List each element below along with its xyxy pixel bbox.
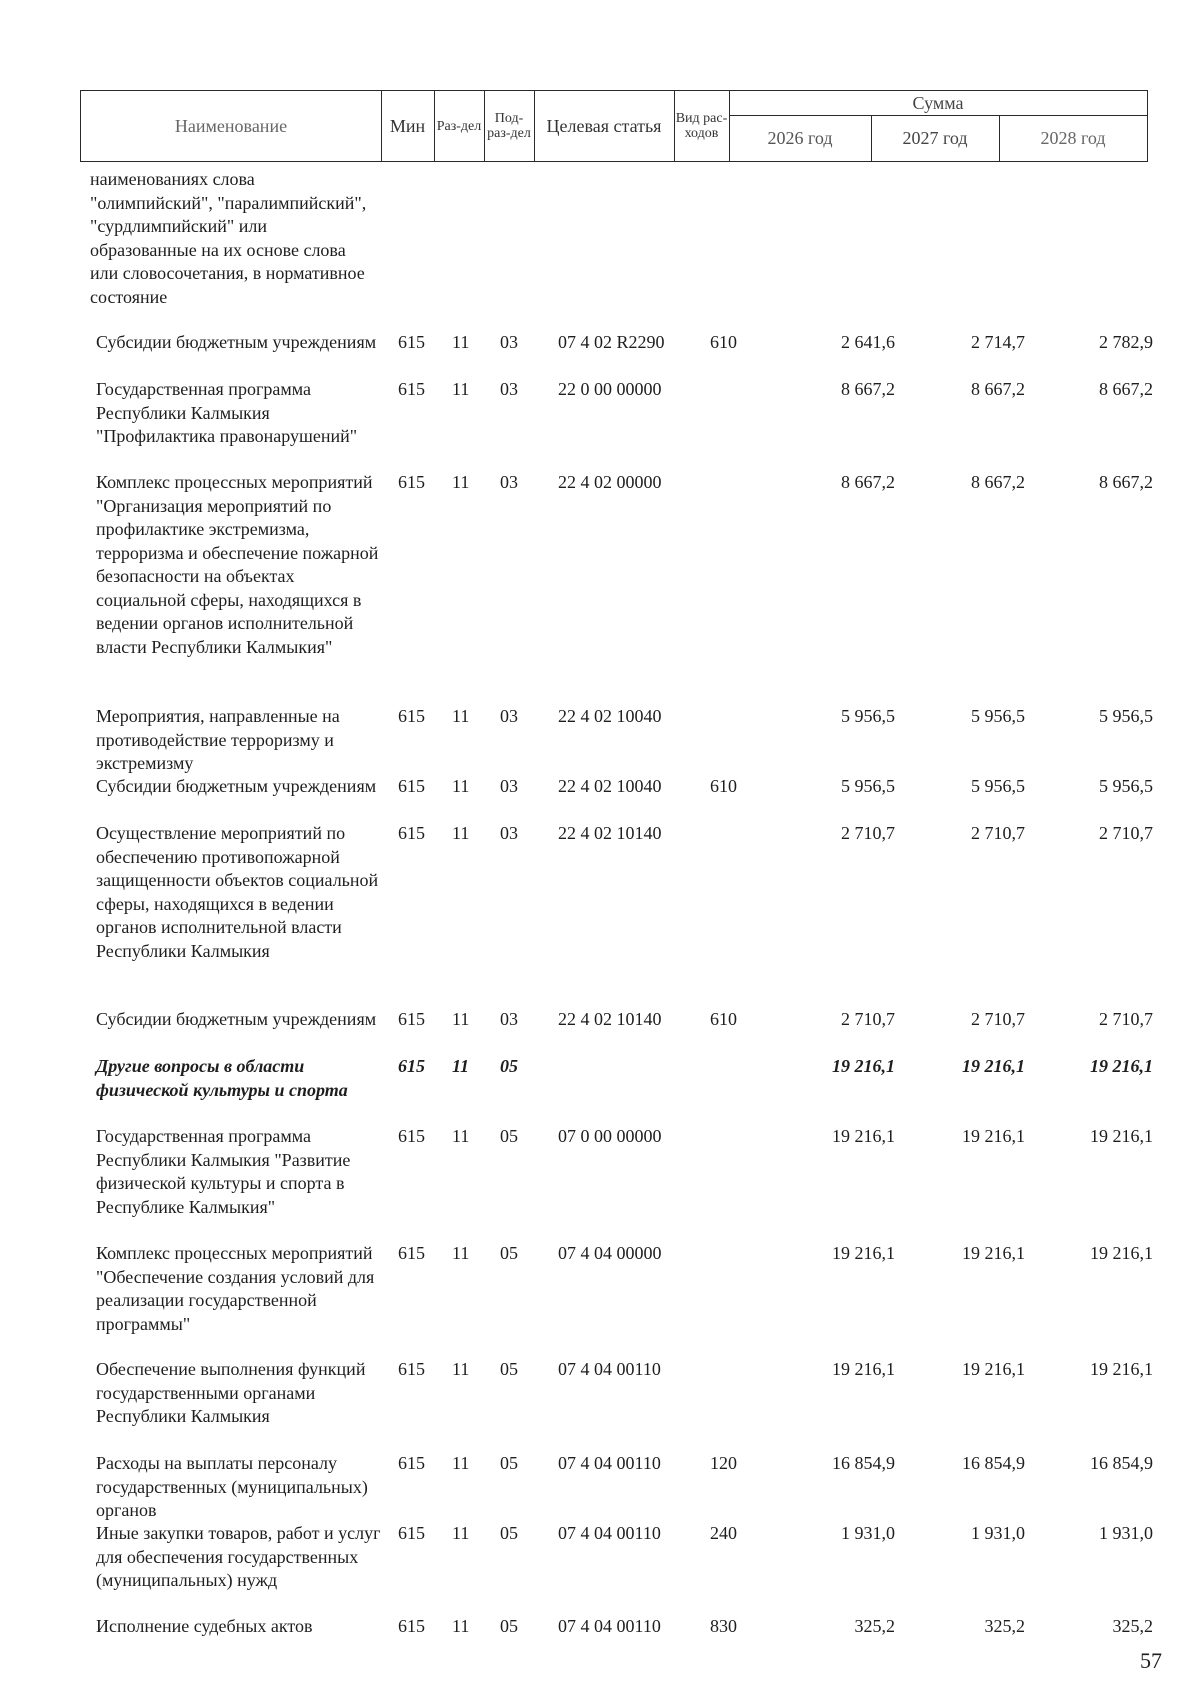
row-c-razd: 11	[452, 823, 470, 843]
row-c-cs: 22 0 00 00000	[558, 379, 662, 399]
row-c-y1: 19 216,1	[832, 1359, 895, 1379]
row-c-razd: 11	[452, 379, 470, 399]
row-c-razd: 11	[452, 1009, 470, 1029]
row-c-razd: 11	[452, 1243, 470, 1263]
row-c-min: 615	[398, 1523, 425, 1543]
row-c-pod: 03	[500, 1009, 518, 1029]
row-c-cs: 22 4 02 10040	[558, 706, 662, 726]
row-c-cs: 22 4 02 10140	[558, 1009, 662, 1029]
row-c-y3: 2 782,9	[1099, 332, 1153, 352]
row-c-y1: 5 956,5	[841, 706, 895, 726]
row-c-pod: 05	[500, 1243, 518, 1263]
row-name: Комплекс процессных мероприятий "Организация мероприятий по профилактике экстремизма, терроризма и обеспечение пожарной безопасности на объектах социальной сферы, находящихся в ведении органов исполнительной власти Республики Калмыкия"	[96, 472, 379, 657]
row-c-pod: 03	[500, 823, 518, 843]
row-c-pod: 03	[500, 379, 518, 399]
row-c-min: 615	[398, 1126, 425, 1146]
row-c-cs: 22 4 02 10040	[558, 776, 662, 796]
row-c-y2: 19 216,1	[962, 1243, 1025, 1263]
row-c-y1: 16 854,9	[832, 1453, 895, 1473]
row-c-pod: 03	[500, 776, 518, 796]
row-c-pod: 03	[500, 472, 518, 492]
row-c-y2: 325,2	[984, 1616, 1025, 1636]
header-name: Наименование	[174, 116, 288, 136]
row-c-y1: 2 710,7	[841, 1009, 895, 1029]
row-c-y2: 2 714,7	[971, 332, 1025, 352]
row-c-pod: 05	[500, 1126, 518, 1146]
row-name: Обеспечение выполнения функций государственными органами Республики Калмыкия	[96, 1359, 366, 1426]
row-c-pod: 05	[500, 1359, 518, 1379]
row-c-razd: 11	[452, 1453, 470, 1473]
row-c-cs: 07 4 04 00110	[558, 1359, 661, 1379]
row-c-razd: 11	[452, 1523, 470, 1543]
row-c-y1: 19 216,1	[832, 1126, 895, 1146]
row-c-razd: 11	[452, 1359, 470, 1379]
row-c-y3: 19 216,1	[1090, 1359, 1153, 1379]
row-c-y3: 5 956,5	[1099, 706, 1153, 726]
header-min: Мин	[389, 116, 426, 136]
row-c-y1: 5 956,5	[841, 776, 895, 796]
row-name: Мероприятия, направленные на противодействие терроризму и экстремизму	[96, 706, 340, 773]
row-c-razd: 11	[452, 332, 470, 352]
row-c-razd: 11	[452, 706, 470, 726]
row-c-cs: 07 0 00 00000	[558, 1126, 662, 1146]
row-c-min: 615	[398, 1009, 425, 1029]
row-c-pod: 03	[500, 332, 518, 352]
row-c-y2: 19 216,1	[962, 1359, 1025, 1379]
row-c-razd: 11	[452, 1056, 470, 1076]
row-c-razd: 11	[452, 472, 470, 492]
row-c-cs: 22 4 02 00000	[558, 472, 662, 492]
table-header	[80, 90, 1148, 162]
header-year-2027: 2027 год	[902, 128, 968, 148]
row-c-y3: 19 216,1	[1090, 1126, 1153, 1146]
row-c-min: 615	[398, 379, 425, 399]
row-c-cs: 07 4 04 00110	[558, 1523, 661, 1543]
row-c-y1: 19 216,1	[832, 1056, 895, 1076]
row-name: Государственная программа Республики Калмыкия "Развитие физической культуры и спорта в Республике Калмыкия"	[96, 1126, 351, 1217]
row-c-vid: 610	[710, 332, 737, 352]
row-c-min: 615	[398, 1056, 425, 1076]
row-c-pod: 05	[500, 1616, 518, 1636]
row-c-min: 615	[398, 1359, 425, 1379]
header-summa: Сумма	[912, 93, 964, 113]
row-c-cs: 22 4 02 10140	[558, 823, 662, 843]
header-celevaya: Целевая статья	[546, 116, 662, 136]
row-c-pod: 05	[500, 1523, 518, 1543]
row-c-vid: 610	[710, 776, 737, 796]
row-c-y2: 19 216,1	[962, 1056, 1025, 1076]
header-year-2026: 2026 год	[767, 128, 833, 148]
row-name: Субсидии бюджетным учреждениям	[96, 1009, 377, 1029]
row-c-pod: 05	[500, 1056, 518, 1076]
row-c-min: 615	[398, 1453, 425, 1473]
header-year-2028: 2028 год	[1040, 128, 1106, 148]
row-c-y1: 8 667,2	[841, 472, 895, 492]
row-name: Субсидии бюджетным учреждениям	[96, 776, 377, 796]
row-name: Другие вопросы в области физической культуры и спорта	[96, 1056, 348, 1100]
row-c-y3: 1 931,0	[1099, 1523, 1153, 1543]
row-c-vid: 610	[710, 1009, 737, 1029]
row-c-y3: 5 956,5	[1099, 776, 1153, 796]
header-razdel: Раз-дел	[436, 118, 482, 134]
page-number: 57	[1140, 1648, 1162, 1673]
row-c-y2: 19 216,1	[962, 1126, 1025, 1146]
row-c-y1: 2 710,7	[841, 823, 895, 843]
row-c-y3: 19 216,1	[1090, 1056, 1153, 1076]
row-c-y3: 325,2	[1112, 1616, 1153, 1636]
row-c-min: 615	[398, 1243, 425, 1263]
row-c-min: 615	[398, 472, 425, 492]
row-c-min: 615	[398, 332, 425, 352]
row-c-y2: 16 854,9	[962, 1453, 1025, 1473]
row-c-y3: 2 710,7	[1099, 1009, 1153, 1029]
row-c-y1: 1 931,0	[841, 1523, 895, 1543]
row-c-vid: 120	[710, 1453, 737, 1473]
row-c-y3: 8 667,2	[1099, 379, 1153, 399]
row-c-pod: 05	[500, 1453, 518, 1473]
row-c-y2: 2 710,7	[971, 1009, 1025, 1029]
row-c-y3: 19 216,1	[1090, 1243, 1153, 1263]
row-c-vid: 240	[710, 1523, 737, 1543]
row-c-y2: 8 667,2	[971, 379, 1025, 399]
row-c-cs: 07 4 04 00110	[558, 1453, 661, 1473]
header-vid: Вид рас-ходов	[675, 111, 728, 141]
header-podrazdel: Под-раз-дел	[487, 111, 531, 141]
row-c-y1: 8 667,2	[841, 379, 895, 399]
row-c-y2: 5 956,5	[971, 706, 1025, 726]
row-c-pod: 03	[500, 706, 518, 726]
row-name: Комплекс процессных мероприятий "Обеспечение создания условий для реализации государственной программы"	[96, 1243, 375, 1334]
row-name: Государственная программа Республики Калмыкия "Профилактика правонарушений"	[96, 379, 358, 446]
row-name: Субсидии бюджетным учреждениям	[96, 332, 377, 352]
row-name: Расходы на выплаты персоналу государственных (муниципальных) органов	[96, 1453, 368, 1520]
row-c-cs: 07 4 04 00000	[558, 1243, 662, 1263]
row-c-y3: 8 667,2	[1099, 472, 1153, 492]
row-c-y2: 5 956,5	[971, 776, 1025, 796]
row-name: Иные закупки товаров, работ и услуг для обеспечения государственных (муниципальных) нужд	[96, 1523, 381, 1590]
row-c-y2: 8 667,2	[971, 472, 1025, 492]
row-c-y1: 325,2	[854, 1616, 895, 1636]
row-c-min: 615	[398, 823, 425, 843]
row-c-min: 615	[398, 1616, 425, 1636]
row-c-y2: 2 710,7	[971, 823, 1025, 843]
row-c-cs: 07 4 04 00110	[558, 1616, 661, 1636]
row-c-y1: 2 641,6	[841, 332, 895, 352]
row-c-y3: 2 710,7	[1099, 823, 1153, 843]
row-name: Исполнение судебных актов	[96, 1616, 313, 1636]
row-c-cs: 07 4 02 R2290	[558, 332, 665, 352]
row-c-min: 615	[398, 776, 425, 796]
row-c-y2: 1 931,0	[971, 1523, 1025, 1543]
row-c-razd: 11	[452, 1126, 470, 1146]
row-c-y3: 16 854,9	[1090, 1453, 1153, 1473]
row-name: Осуществление мероприятий по обеспечению противопожарной защищенности объектов социальной сферы, находящихся в ведении органов исполнительной власти Республики Калмыкия	[96, 823, 379, 961]
row-c-vid: 830	[710, 1616, 737, 1636]
row-c-razd: 11	[452, 776, 470, 796]
row-c-razd: 11	[452, 1616, 470, 1636]
row-c-y1: 19 216,1	[832, 1243, 895, 1263]
row-c-min: 615	[398, 706, 425, 726]
continuation-text: наименованиях слова "олимпийский", "паралимпийский", "сурдлимпийский" или образованные на их основе слова или словосочетания, в нормативное состояние	[90, 169, 367, 307]
